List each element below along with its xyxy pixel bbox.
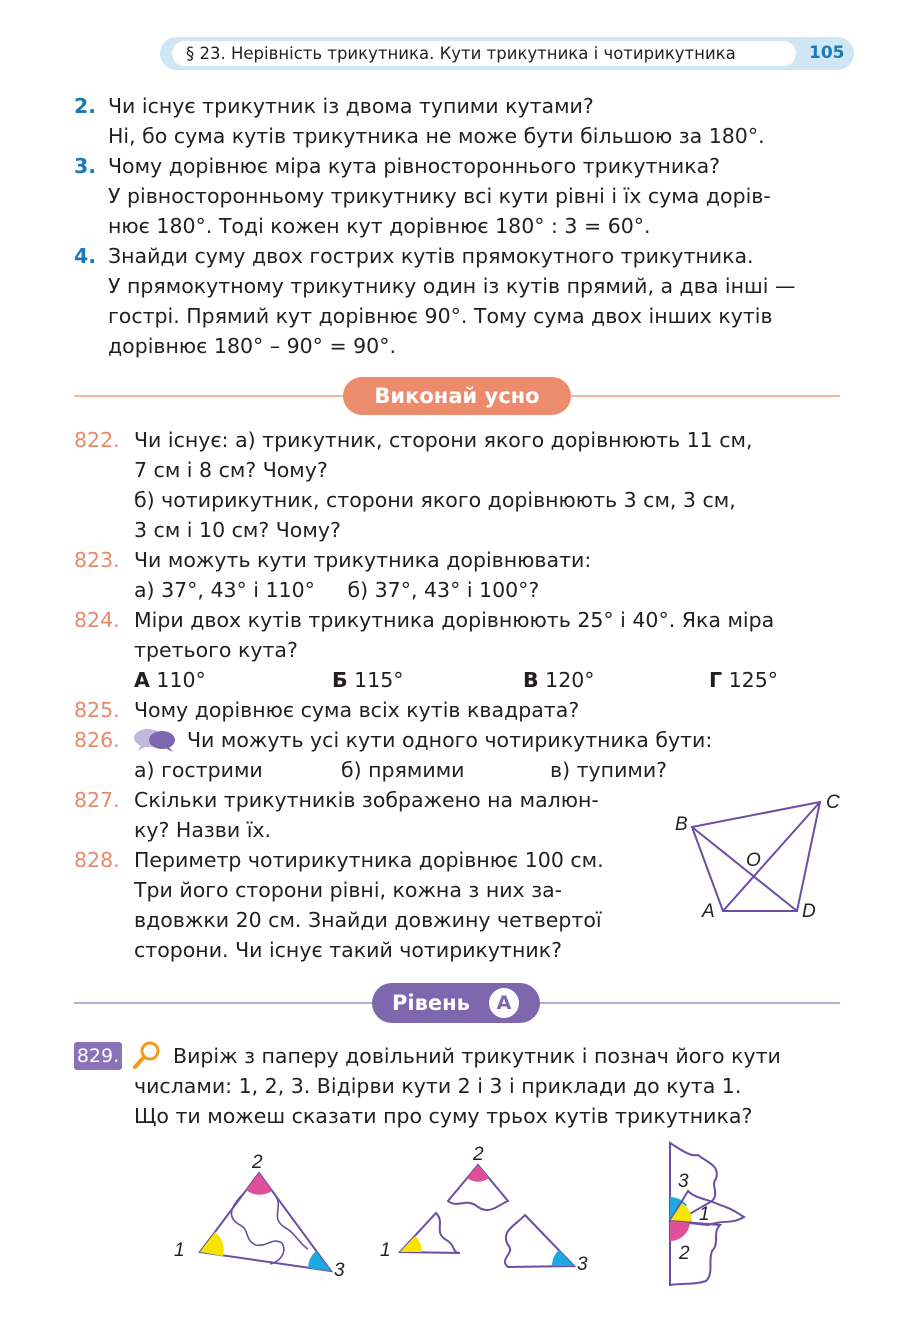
center-label-o: O xyxy=(746,850,761,871)
option-value: 125° xyxy=(728,668,778,692)
qa-line: нює 180°. Тоді кожен кут дорівнює 180° : 3 = 60°. xyxy=(108,214,651,238)
quadrilateral-figure xyxy=(665,785,850,930)
exercise-number: 828. xyxy=(74,848,120,872)
triangle-whole xyxy=(174,1152,345,1281)
vertex-label-c: C xyxy=(826,792,840,813)
exercise-line: Міри двох кутів трикутника дорівнюють 25° і 40°. Яка міра xyxy=(134,608,775,632)
exercise-line: Чи існує: а) трикутник, сторони якого дорівнюють 11 см, xyxy=(134,428,753,452)
option-letter: А xyxy=(134,668,150,692)
angle-label-2: 2 xyxy=(252,1152,263,1173)
answer-option-g xyxy=(709,665,778,695)
option-value: 120° xyxy=(545,668,595,692)
exercise-number: 827. xyxy=(74,788,120,812)
exercise-line: Чому дорівнює сума всіх кутів квадрата? xyxy=(134,698,580,722)
qa-number: 2. xyxy=(74,94,97,118)
exercise-line: сторони. Чи існує такий чотирикутник? xyxy=(134,938,562,962)
qa-number: 4. xyxy=(74,244,97,268)
option-letter: Г xyxy=(709,668,723,692)
header-title: § 23. Нерівність трикутника. Кути трикутника і чотирикутника xyxy=(186,44,736,63)
answer-option-a xyxy=(134,665,206,695)
angle-label-3: 3 xyxy=(678,1171,689,1192)
exercise-line: Виріж з паперу довільний трикутник і познач його кути xyxy=(173,1044,781,1068)
option-letter: В xyxy=(523,668,539,692)
exercise-line: Чи можуть кути трикутника дорівнювати: xyxy=(134,548,592,572)
exercise-line: Скільки трикутників зображено на малюн- xyxy=(134,788,599,812)
exercise-line: вдовжки 20 см. Знайди довжину четвертої xyxy=(134,908,602,932)
qa-number: 3. xyxy=(74,154,97,178)
exercise-line: Три його сторони рівні, кожна з них за- xyxy=(134,878,563,902)
option-value: 110° xyxy=(156,668,206,692)
section-level-badge xyxy=(372,983,540,1023)
qa-line: У рівносторонньому трикутнику всі кути рівні і їх сума дорів- xyxy=(108,184,771,208)
angle-label-1: 1 xyxy=(174,1240,185,1261)
exercise-number: 825. xyxy=(74,698,120,722)
exercise-line: третього кута? xyxy=(134,638,298,662)
answer-option-v xyxy=(523,665,595,695)
exercise-option: б) прямими xyxy=(341,758,465,782)
angle-label-1: 1 xyxy=(380,1240,391,1261)
exercise-number: 826. xyxy=(74,728,120,752)
angle-label-1: 1 xyxy=(699,1204,710,1225)
exercise-line: б) чотирикутник, сторони якого дорівнюють 3 см, 3 см, xyxy=(134,488,736,512)
qa-line: Знайди суму двох гострих кутів прямокутного трикутника. xyxy=(108,244,754,268)
exercise-line: Чи можуть усі кути одного чотирикутника бути: xyxy=(187,728,713,752)
exercise-number: 823. xyxy=(74,548,120,572)
page-number: 105 xyxy=(809,43,845,63)
torn-angles-figure xyxy=(160,1135,780,1295)
qa-line: Чи існує трикутник із двома тупими кутами? xyxy=(108,94,594,118)
level-letter: А xyxy=(489,988,519,1018)
qa-line: дорівнює 180° – 90° = 90°. xyxy=(108,334,396,358)
option-letter: Б xyxy=(332,668,348,692)
exercise-line: 7 см і 8 см? Чому? xyxy=(134,458,328,482)
level-label: Рівень xyxy=(392,991,470,1015)
angle-label-3: 3 xyxy=(577,1254,588,1275)
exercise-line: Периметр чотирикутника дорівнює 100 см. xyxy=(134,848,604,872)
qa-line: Чому дорівнює міра кута рівностороннього трикутника? xyxy=(108,154,721,178)
vertex-label-a: A xyxy=(702,901,715,922)
exercise-line: Що ти можеш сказати про суму трьох кутів трикутника? xyxy=(134,1104,753,1128)
triangle-torn-pieces xyxy=(380,1144,588,1275)
vertex-label-d: D xyxy=(802,901,816,922)
exercise-line: числами: 1, 2, 3. Відірви кути 2 і 3 і приклади до кута 1. xyxy=(134,1074,742,1098)
exercise-line: ку? Назви їх. xyxy=(134,818,272,842)
angle-label-2: 2 xyxy=(679,1243,690,1264)
section-oral-badge: Виконай усно xyxy=(343,377,571,415)
option-value: 115° xyxy=(354,668,404,692)
qa-line: У прямокутному трикутнику один із кутів прямий, а два інші — xyxy=(108,274,796,298)
vertex-label-b: B xyxy=(675,814,688,835)
discussion-icon xyxy=(133,728,177,752)
exercise-number-box: 829. xyxy=(74,1042,122,1070)
exercise-option: в) тупими? xyxy=(550,758,668,782)
angles-assembled xyxy=(670,1143,744,1285)
exercise-number: 822. xyxy=(74,428,120,452)
angle-label-3: 3 xyxy=(334,1260,345,1281)
qa-line: Ні, бо сума кутів трикутника не може бути більшою за 180°. xyxy=(108,124,765,148)
answer-option-b xyxy=(332,665,404,695)
exercise-number: 824. xyxy=(74,608,120,632)
exercise-line: 3 см і 10 см? Чому? xyxy=(134,518,341,542)
magnifier-icon xyxy=(132,1040,162,1070)
exercise-option: а) гострими xyxy=(134,758,263,782)
angle-label-2: 2 xyxy=(473,1144,484,1165)
qa-line: гострі. Прямий кут дорівнює 90°. Тому сума двох інших кутів xyxy=(108,304,773,328)
exercise-line: а) 37°, 43° і 110° б) 37°, 43° і 100°? xyxy=(134,578,540,602)
